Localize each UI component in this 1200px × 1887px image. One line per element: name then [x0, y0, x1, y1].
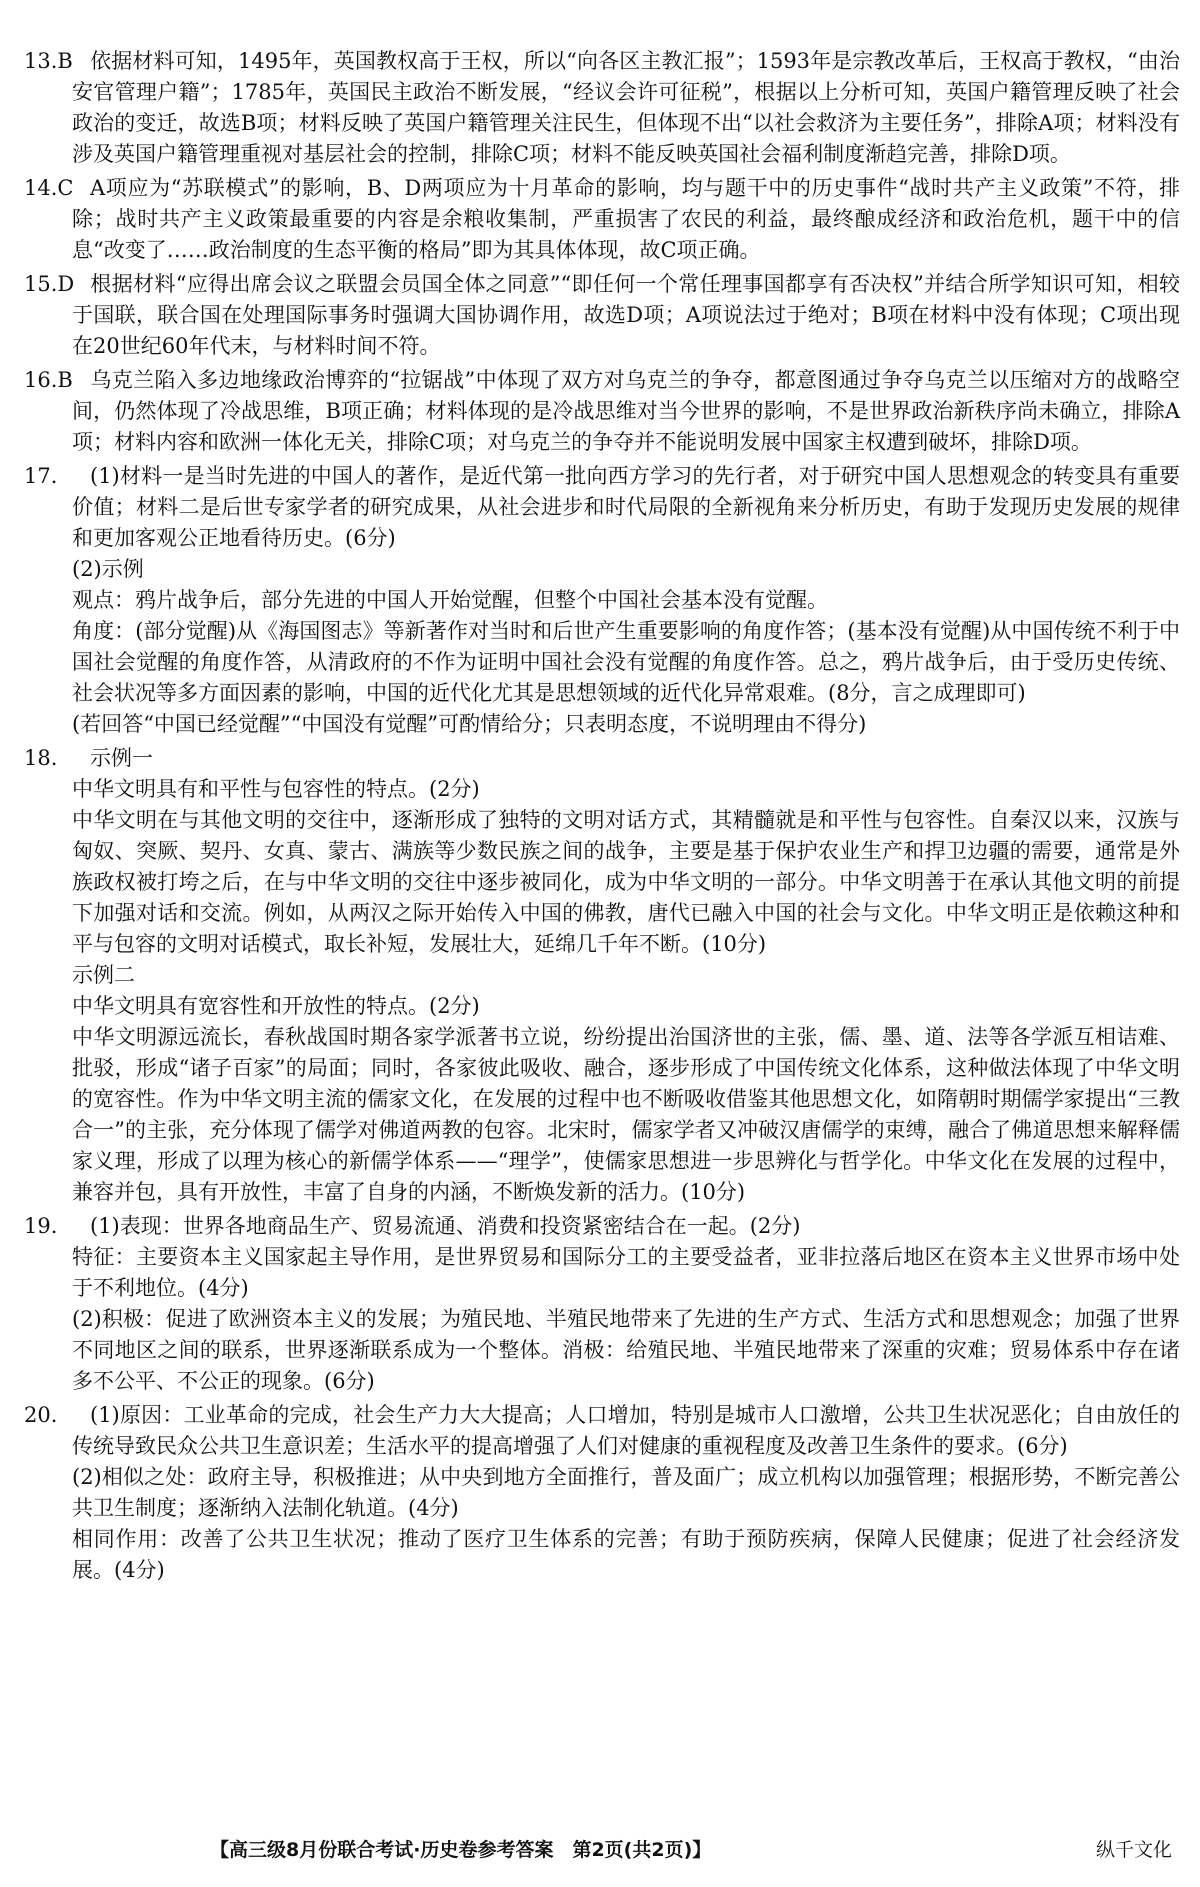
answer-number: 15.D	[24, 272, 75, 296]
answer-first-paragraph	[24, 1400, 1180, 1462]
answer-text: 乌克兰陷入多边地缘政治博弈的“拉锯战”中体现了双方对乌克兰的争夺，都意图通过争夺乌克兰以压缩对方的战略空间，仍然体现了冷战思维，B项正确；材料体现的是冷战思维对当今世界的影响，不是世界政治新秩序尚未确立，排除A项；材料内容和欧洲一体化无关，排除C项；对乌克兰的争夺并不能说明发展中国家主权遭到破坏，排除D项。	[72, 368, 1180, 454]
answer-number: 20.	[24, 1403, 58, 1427]
answer-number: 13.B	[24, 49, 73, 73]
answer-paragraph: 中华文明具有和平性与包容性的特点。(2分)	[72, 777, 480, 801]
answer-paragraph: 示例二	[72, 963, 135, 987]
answer-paragraph: (2)积极：促进了欧洲资本主义的发展；为殖民地、半殖民地带来了先进的生产方式、生活方式和思想观念；加强了世界不同地区之间的联系，世界逐渐联系成为一个整体。消极：给殖民地、半殖民地带来了深重的灾难；贸易体系中存在诸多不公平、不公正的现象。(6分)	[72, 1307, 1180, 1393]
answer-text: 根据材料“应得出席会议之联盟会员国全体之同意”“即任何一个常任理事国都享有否决权”并结合所学知识可知，相较于国联，联合国在处理国际事务时强调大国协调作用，故选D项；A项说法过于绝对；B项在材料中没有体现；C项出现在20世纪60年代末，与材料时间不符。	[72, 272, 1180, 358]
answer-first-paragraph	[24, 1211, 1180, 1242]
answer-first-paragraph	[24, 269, 1180, 362]
answer-paragraph: 观点：鸦片战争后，部分先进的中国人开始觉醒，但整个中国社会基本没有觉醒。	[72, 588, 828, 612]
answer-paragraph: (2)相似之处：政府主导，积极推进；从中央到地方全面推行，普及面广；成立机构以加强管理；根据形势，不断完善公共卫生制度；逐渐纳入法制化轨道。(4分)	[72, 1465, 1180, 1520]
answer-first-paragraph	[24, 173, 1180, 266]
answer-item	[24, 743, 1180, 1208]
answer-paragraph: 中华文明源远流长，春秋战国时期各家学派著书立说，纷纷提出治国济世的主张，儒、墨、道、法等各学派互相诘难、批驳，形成“诸子百家”的局面；同时，各家彼此吸收、融合，逐步形成了中国传统文化体系，这种做法体现了中华文明的宽容性。作为中华文明主流的儒家文化，在发展的过程中也不断吸收借鉴其他思想文化，如隋朝时期儒学家提出“三教合一”的主张，充分体现了儒学对佛道两教的包容。北宋时，儒家学者又冲破汉唐儒学的束缚，融合了佛道思想来解释儒家义理，形成了以理为核心的新儒学体系——“理学”，使儒家思想进一步思辨化与哲学化。中华文化在发展的过程中，兼容并包，具有开放性，丰富了自身的内涵，不断焕发新的活力。(10分)	[72, 1025, 1180, 1204]
answer-paragraph: 中华文明在与其他文明的交往中，逐渐形成了独特的文明对话方式，其精髓就是和平性与包容性。自秦汉以来，汉族与匈奴、突厥、契丹、女真、蒙古、满族等少数民族之间的战争，主要是基于保护农业生产和捍卫边疆的需要，通常是外族政权被打垮之后，在与中华文明的交往中逐步被同化，成为中华文明的一部分。中华文明善于在承认其他文明的前提下加强对话和交流。例如，从两汉之际开始传入中国的佛教，唐代已融入中国的社会与文化。中华文明正是依赖这种和平与包容的文明对话模式，取长补短，发展壮大，延绵几千年不断。(10分)	[72, 808, 1180, 956]
answer-text: (1)原因：工业革命的完成，社会生产力大大提高；人口增加，特别是城市人口激增，公共卫生状况恶化；自由放任的传统导致民众公共卫生意识差；生活水平的提高增强了人们对健康的重视程度及改善卫生条件的要求。(6分)	[72, 1403, 1180, 1458]
answer-item	[24, 1400, 1180, 1586]
answer-item	[24, 461, 1180, 740]
answer-paragraph: 相同作用：改善了公共卫生状况；推动了医疗卫生体系的完善；有助于预防疾病，保障人民健康；促进了社会经济发展。(4分)	[72, 1527, 1180, 1582]
answer-first-paragraph	[24, 461, 1180, 554]
answer-text: 依据材料可知，1495年，英国教权高于王权，所以“向各区主教汇报”；1593年是宗教改革后，王权高于教权，“由治安官管理户籍”；1785年，英国民主政治不断发展，“经议会许可征税”，根据以上分析可知，英国户籍管理反映了社会政治的变迁，故选B项；材料反映了英国户籍管理关注民生，但体现不出“以社会救济为主要任务”，排除A项；材料没有涉及英国户籍管理重视对基层社会的控制，排除C项；材料不能反映英国社会福利制度渐趋完善，排除D项。	[72, 49, 1180, 166]
answer-item	[24, 46, 1180, 170]
answer-number: 16.B	[24, 368, 73, 392]
answer-text: (1)表现：世界各地商品生产、贸易流通、消费和投资紧密结合在一起。(2分)	[90, 1214, 801, 1238]
answer-text: (1)材料一是当时先进的中国人的著作，是近代第一批向西方学习的先行者，对于研究中国人思想观念的转变具有重要价值；材料二是后世专家学者的研究成果，从社会进步和时代局限的全新视角来分析历史，有助于发现历史发展的规律和更加客观公正地看待历史。(6分)	[72, 464, 1180, 550]
answer-item	[24, 365, 1180, 458]
answer-item	[24, 269, 1180, 362]
answer-text: 示例一	[90, 746, 153, 770]
answer-first-paragraph	[24, 743, 1180, 774]
answer-item	[24, 173, 1180, 266]
answer-list	[24, 46, 1180, 1589]
answer-text: A项应为“苏联模式”的影响，B、D两项应为十月革命的影响，均与题干中的历史事件“战时共产主义政策”不符，排除；战时共产主义政策最重要的内容是余粮收集制，严重损害了农民的利益，最终酿成经济和政治危机，题干中的信息“改变了……政治制度的生态平衡的格局”即为其具体体现，故C项正确。	[72, 176, 1180, 262]
answer-first-paragraph	[24, 46, 1180, 170]
answer-paragraph: (2)示例	[72, 557, 144, 581]
answer-paragraph: 特征：主要资本主义国家起主导作用，是世界贸易和国际分工的主要受益者，亚非拉落后地区在资本主义世界市场中处于不利地位。(4分)	[72, 1245, 1180, 1300]
answer-first-paragraph	[24, 365, 1180, 458]
answer-paragraph: (若回答“中国已经觉醒”“中国没有觉醒”可酌情给分；只表明态度，不说明理由不得分)	[72, 712, 867, 736]
answer-number: 19.	[24, 1214, 58, 1238]
answer-number: 17.	[24, 464, 58, 488]
answer-paragraph: 中华文明具有宽容性和开放性的特点。(2分)	[72, 994, 480, 1018]
footer-exam-title: 【高三级8月份联合考试·历史卷参考答案 第2页(共2页)】	[210, 1839, 712, 1861]
answer-paragraph: 角度：(部分觉醒)从《海国图志》等新著作对当时和后世产生重要影响的角度作答；(基本没有觉醒)从中国传统不利于中国社会觉醒的角度作答，从清政府的不作为证明中国社会没有觉醒的角度作答。总之，鸦片战争后，由于受历史传统、社会状况等多方面因素的影响，中国的近代化尤其是思想领域的近代化异常艰难。(8分，言之成理即可)	[72, 619, 1180, 705]
footer-publisher: 纵千文化	[1095, 1839, 1172, 1861]
answer-item	[24, 1211, 1180, 1397]
page-footer	[0, 1835, 1200, 1869]
answer-number: 14.C	[24, 176, 74, 200]
answer-number: 18.	[24, 746, 58, 770]
